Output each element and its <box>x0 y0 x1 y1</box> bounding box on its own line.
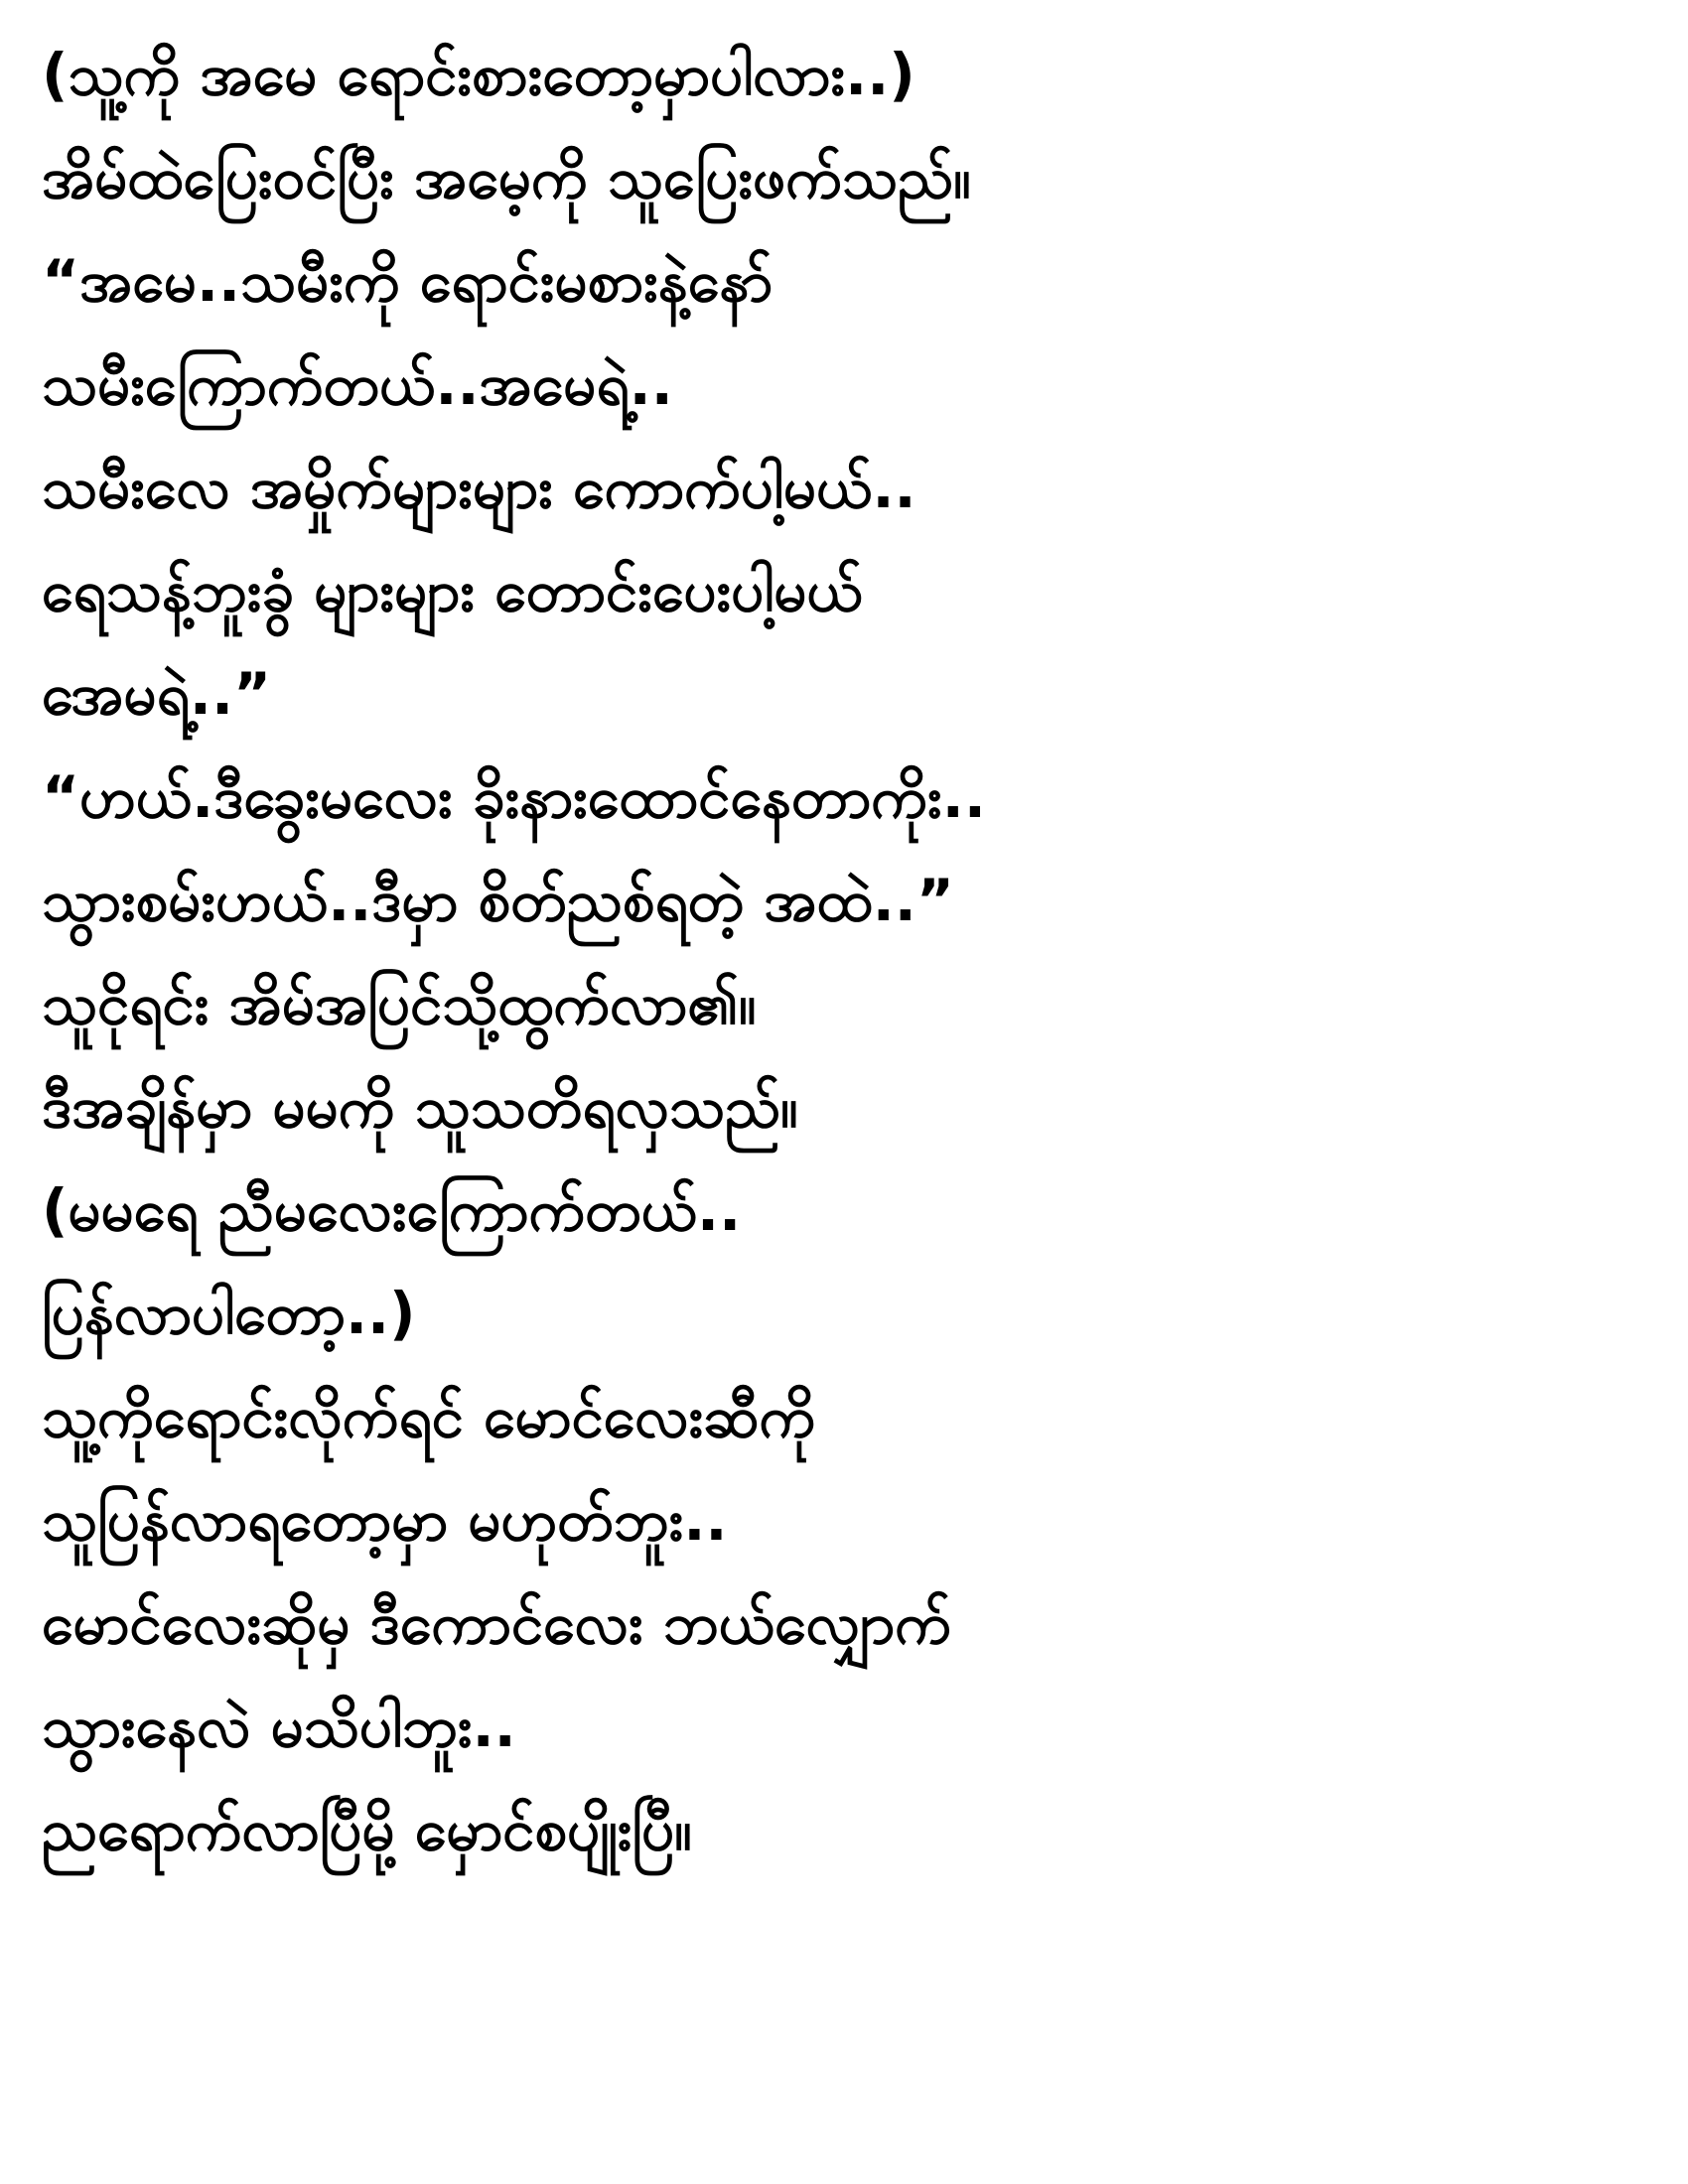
text-line: သူပြန်လာရတော့မှာ မဟုတ်ဘူး.. <box>42 1486 728 1554</box>
paragraph <box>42 864 1658 937</box>
text-line: သူငိုရင်း အိမ်အပြင်သို့ထွက်လာ၏။ <box>42 970 757 1037</box>
text-line: အိမ်ထဲပြေးဝင်ပြီး အမေ့ကို သူပြေးဖက်သည်။ <box>42 144 971 211</box>
paragraph <box>42 141 1658 214</box>
paragraph <box>42 38 1658 111</box>
text-line: သမီးလေ အမှိုက်များများ ကောက်ပါ့မယ်.. <box>42 454 916 521</box>
text-line: သွားနေလဲ မသိပါဘူး.. <box>42 1693 516 1760</box>
paragraph <box>42 657 1658 731</box>
text-line: “အမေ..သမီးကို ရောင်းမစားနဲ့နော် <box>42 247 774 315</box>
text-line: (မမရေ ညီမလေးကြောက်တယ်.. <box>42 1176 742 1244</box>
text-line: သမီးကြောက်တယ်..အမေရဲ့.. <box>42 350 673 418</box>
paragraph <box>42 1380 1658 1866</box>
text-line: အေမရဲ့..” <box>42 660 272 728</box>
text-line: ဒီအချိန်မှာ မမကို သူသတိရလှသည်။ <box>42 1073 798 1141</box>
text-content <box>42 38 1658 1866</box>
text-line: သူ့ကိုရောင်းလိုက်ရင် မောင်လေးဆီကို <box>42 1383 816 1450</box>
text-line: ညရောက်လာပြီမို့ မှောင်စပျိုးပြီ။ <box>42 1796 692 1863</box>
text-line: ရေသန့်ဘူးခွံ များများ တောင်းပေးပါ့မယ် <box>42 557 863 624</box>
text-line: ပြန်လာပါတော့..) <box>42 1280 416 1347</box>
text-line: သွားစမ်းဟယ်..ဒီမှာ စိတ်ညစ်ရတဲ့ အထဲ..” <box>42 867 954 934</box>
text-line: မောင်လေးဆိုမှ ဒီကောင်လေး ဘယ်လျှောက် <box>42 1589 951 1657</box>
paragraph <box>42 244 1658 627</box>
text-line: “ဟယ်.ဒီခွေးမလေး ခိုးနားထောင်နေတာကိုး.. <box>42 763 986 831</box>
paragraph <box>42 967 1658 1350</box>
text-line: (သူ့ကို အမေ ရောင်းစားတော့မှာပါလား..) <box>42 41 915 108</box>
paragraph <box>42 760 1658 834</box>
